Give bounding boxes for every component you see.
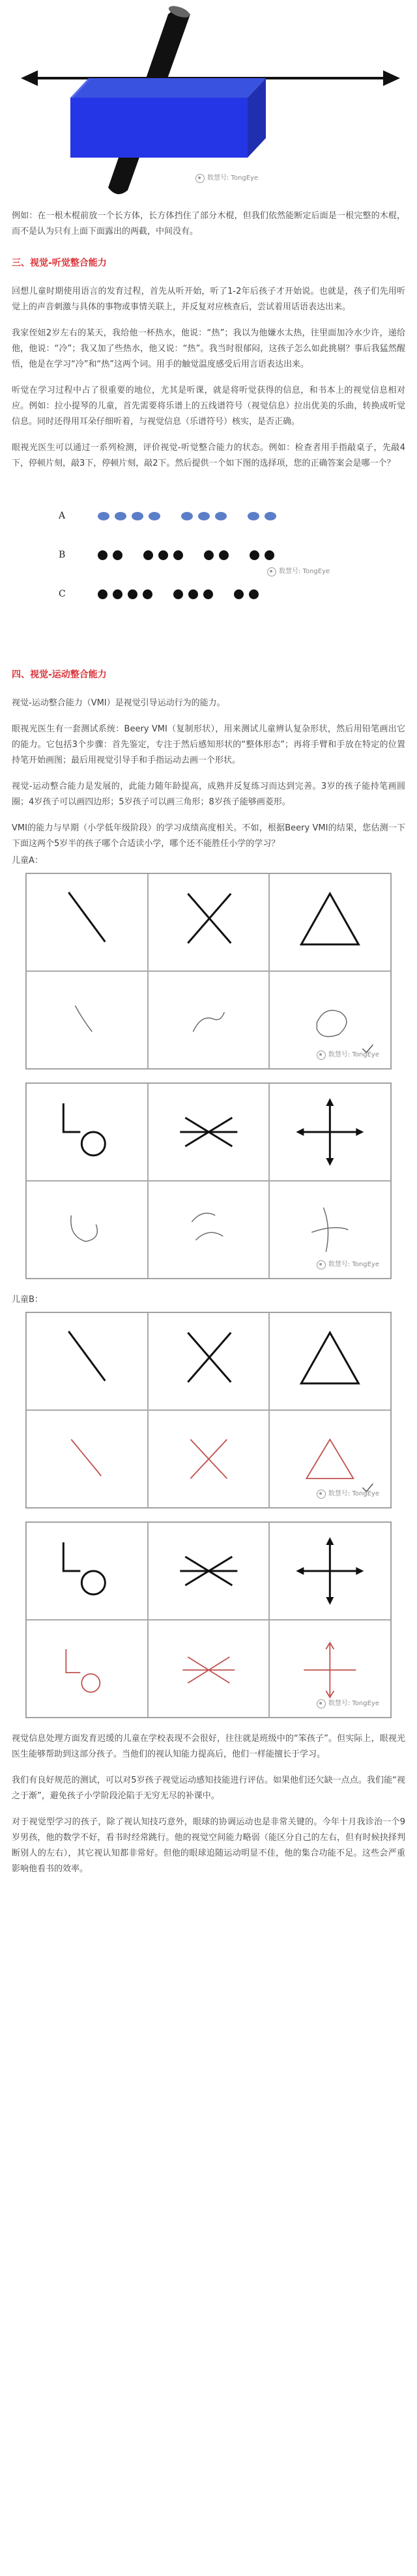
child-b-test-2 <box>12 1522 405 1718</box>
rhythm-dot <box>234 589 244 599</box>
section3-p4: 眼视光医生可以通过一系列检测，评价视觉-听觉整合能力的状态。例如：检查者用手指敲桌子，先敲4下，停顿片刻，敲3下，停顿片刻，敲2下。然后提供一个如下图的选择项，您的正确答案会是哪一个？ <box>12 443 405 468</box>
section4-p5: 视觉信息处理方面发育迟缓的儿童在学校表现不会很好，往往就是班级中的“笨孩子”。但实际上，眼视光医生能够帮助到这部分孩子。当他们的视认知能力提高后，他们一样能擅长于学习。 <box>12 1734 405 1759</box>
model-triangle <box>269 873 391 971</box>
child-b-label: 儿童B： <box>12 1295 43 1305</box>
section3-p3: 听觉在学习过程中占了很重要的地位，尤其是听课，就是将听觉获得的信息，和书本上的视觉信息相对应。例如：拉小提琴的儿童，首先需要将乐谱上的五线谱符号（视觉信息）拉出优美的乐曲，转换成听觉信息。同时还得用耳朵仔细听着，与视觉信息（乐谱符号）核实，是否正确。 <box>12 386 405 427</box>
watermark: 数慧号: TongEye <box>317 1696 379 1712</box>
model-x-cross <box>148 1312 270 1410</box>
option-row-b <box>59 547 280 563</box>
rhythm-dot <box>250 550 259 560</box>
child-copy <box>148 971 270 1069</box>
option-row-c <box>59 586 264 602</box>
child-copy <box>148 1181 270 1279</box>
child-a-test-1 <box>12 873 405 1069</box>
section3-p2: 我家侄妞2岁左右的某天，我给他一杯热水，他说：“热”；我以为他嫌水太热，往里面加冷水少许，递给他，他说：“冷”；我又加了些热水，他又说：“热”。我当时很郁闷，这孩子怎么如此挑剔？事后我猛然醒悟，他是在学习“冷”和“热”这两个词。用手的触觉温度感受后用言语表达出来。 <box>12 328 405 369</box>
rhythm-dot <box>143 589 152 599</box>
model-arrow-cross <box>269 1522 391 1620</box>
child-copy <box>26 1410 148 1508</box>
model-diagonal-line <box>26 1312 148 1410</box>
model-triangle <box>269 1312 391 1410</box>
model-x-cross <box>148 873 270 971</box>
child-copy <box>148 1620 270 1718</box>
rhythm-dot <box>265 550 274 560</box>
wechat-icon <box>317 1490 326 1499</box>
rhythm-dot <box>132 512 143 520</box>
rhythm-dot <box>203 589 213 599</box>
hero-caption: 例如：在一根木棍前放一个长方体，长方体挡住了部分木棍，但我们依然能断定后面是一根完整的木棍，而不是认为只有上面下面露出的两截，中间没有。 <box>12 211 405 236</box>
rhythm-dot <box>158 550 168 560</box>
watermark: 数慧号: TongEye <box>317 1486 379 1502</box>
option-row-a <box>59 508 281 524</box>
option-label: A <box>59 511 66 521</box>
rhythm-dot <box>98 512 109 520</box>
rhythm-dot <box>98 589 108 599</box>
rhythm-dot <box>215 512 227 520</box>
section3-heading: 三、视觉-听觉整合能力 <box>12 258 107 268</box>
model-square-circle <box>26 1522 148 1620</box>
model-diagonal-line <box>26 873 148 971</box>
watermark: 数慧号: TongEye <box>195 171 258 186</box>
section4-p3: 视觉-运动整合能力是发展的，此能力随年龄提高，成熟并反复练习而达到完善。3岁的孩子能持笔画圆圈；4岁孩子可以画四边形；5岁孩子可以画三角形；8岁孩子能够画菱形。 <box>12 782 405 807</box>
rhythm-dot <box>188 589 198 599</box>
child-a-label: 儿童A： <box>12 856 43 866</box>
watermark: 数慧号: TongEye <box>317 1257 379 1273</box>
rhythm-dot <box>98 550 108 560</box>
child-copy <box>26 971 148 1069</box>
rhythm-dot <box>149 512 160 520</box>
section4-p4: VMI的能力与早期（小学低年级阶段）的学习成绩高度相关。不如，根据Beery VMI的结果，您估测一下下面这两个5岁半的孩子哪个合适读小学，哪个还不能胜任小学的学习？ <box>12 823 405 849</box>
rhythm-dot <box>173 589 183 599</box>
section4-p2: 眼视光医生有一套测试系统：Beery VMI（复制形状），用来测试儿童辨认复杂形状，然后用铅笔画出它的能力。它包括3个步骤：首先鉴定，专注于然后感知形状的“整体形态”；再将手臂和手放在特定的位置持笔开始画图；最后用视觉引导手和手指运动去画一个形状。 <box>12 724 405 765</box>
option-label: C <box>59 589 66 599</box>
rhythm-dot <box>113 589 122 599</box>
child-copy <box>148 1410 270 1508</box>
rhythm-dot <box>248 512 259 520</box>
section3-p1: 回想儿童时期使用语言的发育过程，首先从听开始，听了1-2年后孩子才开始说。也就是，孩子们先用听觉上的声音刺激与具体的事物或事情关联上，并反复对应核查后，尝试着用话语表达出来。 <box>12 287 405 312</box>
rhythm-dot <box>115 512 126 520</box>
child-copy <box>26 1181 148 1279</box>
option-label: B <box>59 550 66 560</box>
blue-box <box>70 78 266 158</box>
rhythm-dot <box>198 512 210 520</box>
watermark: 数慧号: TongEye <box>267 564 330 580</box>
section4-heading: 四、视觉-运动整合能力 <box>12 670 107 680</box>
rhythm-dot <box>249 589 259 599</box>
model-star-lines <box>148 1522 270 1620</box>
model-arrow-cross <box>269 1083 391 1181</box>
rhythm-dot <box>265 512 276 520</box>
wechat-icon <box>317 1699 326 1708</box>
rhythm-dot <box>143 550 153 560</box>
child-b-test-1 <box>12 1312 405 1508</box>
child-a-test-2 <box>12 1083 405 1279</box>
watermark: 数慧号: TongEye <box>317 1047 379 1063</box>
model-star-lines <box>148 1083 270 1181</box>
wechat-icon <box>317 1051 326 1060</box>
rhythm-dot <box>181 512 193 520</box>
rhythm-dot <box>173 550 183 560</box>
rhythm-choice-figure <box>0 482 417 651</box>
wechat-icon <box>267 567 276 576</box>
section4-p6: 我们有良好规范的测试，可以对5岁孩子视觉运动感知技能进行评估。如果他们还欠缺一点点。我们能“视之于渐”，避免孩子小学阶段沦陷于无穷无尽的补课中。 <box>12 1776 405 1801</box>
occlusion-illustration <box>0 0 417 208</box>
section4-p7: 对于视觉型学习的孩子，除了视认知技巧意外，眼球的协调运动也是非常关键的。今年十月我诊治一个9岁男孩，他的数学不好，看书时经常跳行。他的视觉空间能力略弱（能区分自己的左右，但有时候抉择判断别人的左右），其它视认知都非常好。但他的眼球追随运动明显不佳，他的集合功能不足。这些会严重影响他看书的效率。 <box>12 1817 405 1874</box>
section4-p1: 视觉-运动整合能力（VMI）是视觉引导运动行为的能力。 <box>12 698 225 708</box>
model-square-circle <box>26 1083 148 1181</box>
wechat-icon <box>317 1260 326 1269</box>
rhythm-dot <box>219 550 229 560</box>
rhythm-dot <box>113 550 122 560</box>
wechat-icon <box>195 174 205 183</box>
rhythm-dot <box>204 550 214 560</box>
rhythm-dot <box>128 589 137 599</box>
child-copy <box>26 1620 148 1718</box>
